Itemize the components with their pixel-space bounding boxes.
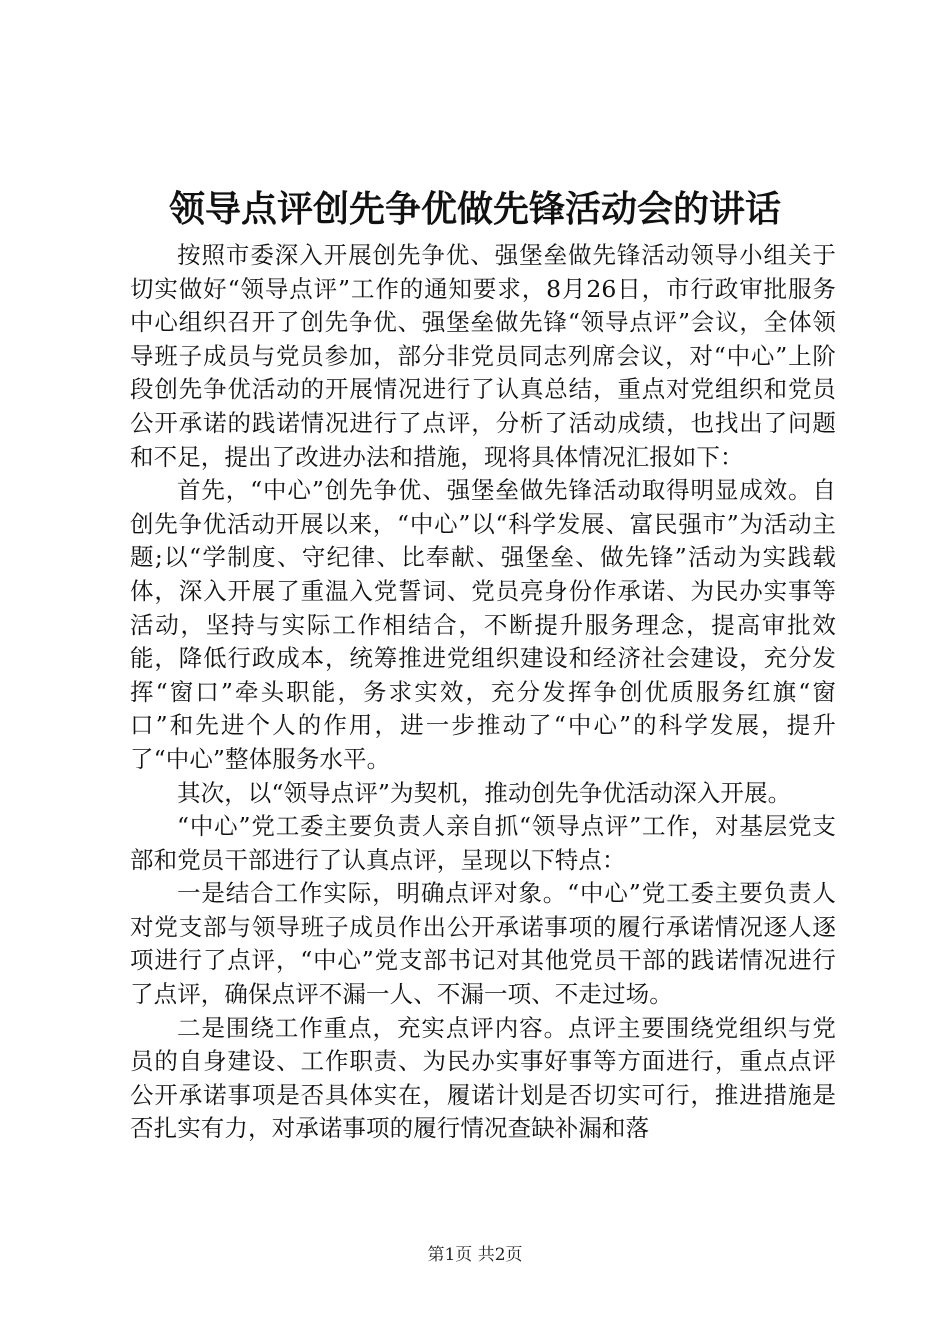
paragraph: 二是围绕工作重点，充实点评内容。点评主要围绕党组织与党员的自身建设、工作职责、为民办实事好事等方面进行，重点点评公开承诺事项是否具体实在，履诺计划是否切实可行，推进措施是否扎实有力，对承诺事项的履行情况查缺补漏和落	[130, 1013, 836, 1143]
page-number-footer: 第1页 共2页	[427, 1245, 523, 1265]
paragraph: 首先，“中心”创先争优、强堡垒做先锋活动取得明显成效。自创先争优活动开展以来，“中心”以“科学发展、富民强市”为活动主题;以“学制度、守纪律、比奉献、强堡垒、做先锋”活动为实践载体，深入开展了重温入党誓词、党员亮身份作承诺、为民办实事等活动，坚持与实际工作相结合，不断提升服务理念，提高审批效能，降低行政成本，统筹推进党组织建设和经济社会建设，充分发挥“窗口”牵头职能，务求实效，充分发挥争创优质服务红旗“窗口”和先进个人的作用，进一步推动了“中心”的科学发展，提升了“中心”整体服务水平。	[130, 476, 836, 773]
paragraph: 其次，以“领导点评”为契机，推动创先争优活动深入开展。	[177, 778, 792, 807]
document-title: 领导点评创先争优做先锋活动会的讲话	[168, 188, 781, 230]
paragraph: “中心”党工委主要负责人亲自抓“领导点评”工作，对基层党支部和党员干部进行了认真点评，呈现以下特点：	[130, 812, 836, 874]
document-body	[130, 239, 836, 1146]
paragraph: 一是结合工作实际，明确点评对象。“中心”党工委主要负责人对党支部与领导班子成员作出公开承诺事项的履行承诺情况逐人逐项进行了点评，“中心”党支部书记对其他党员干部的践诺情况进行了点评，确保点评不漏一人、不漏一项、不走过场。	[130, 879, 836, 1009]
paragraph: 按照市委深入开展创先争优、强堡垒做先锋活动领导小组关于切实做好“领导点评”工作的通知要求，8月26日，市行政审批服务中心组织召开了创先争优、强堡垒做先锋“领导点评”会议，全体领导班子成员与党员参加，部分非党员同志列席会议，对“中心”上阶段创先争优活动的开展情况进行了认真总结，重点对党组织和党员公开承诺的践诺情况进行了点评，分析了活动成绩，也找出了问题和不足，提出了改进办法和措施，现将具体情况汇报如下：	[130, 241, 836, 471]
